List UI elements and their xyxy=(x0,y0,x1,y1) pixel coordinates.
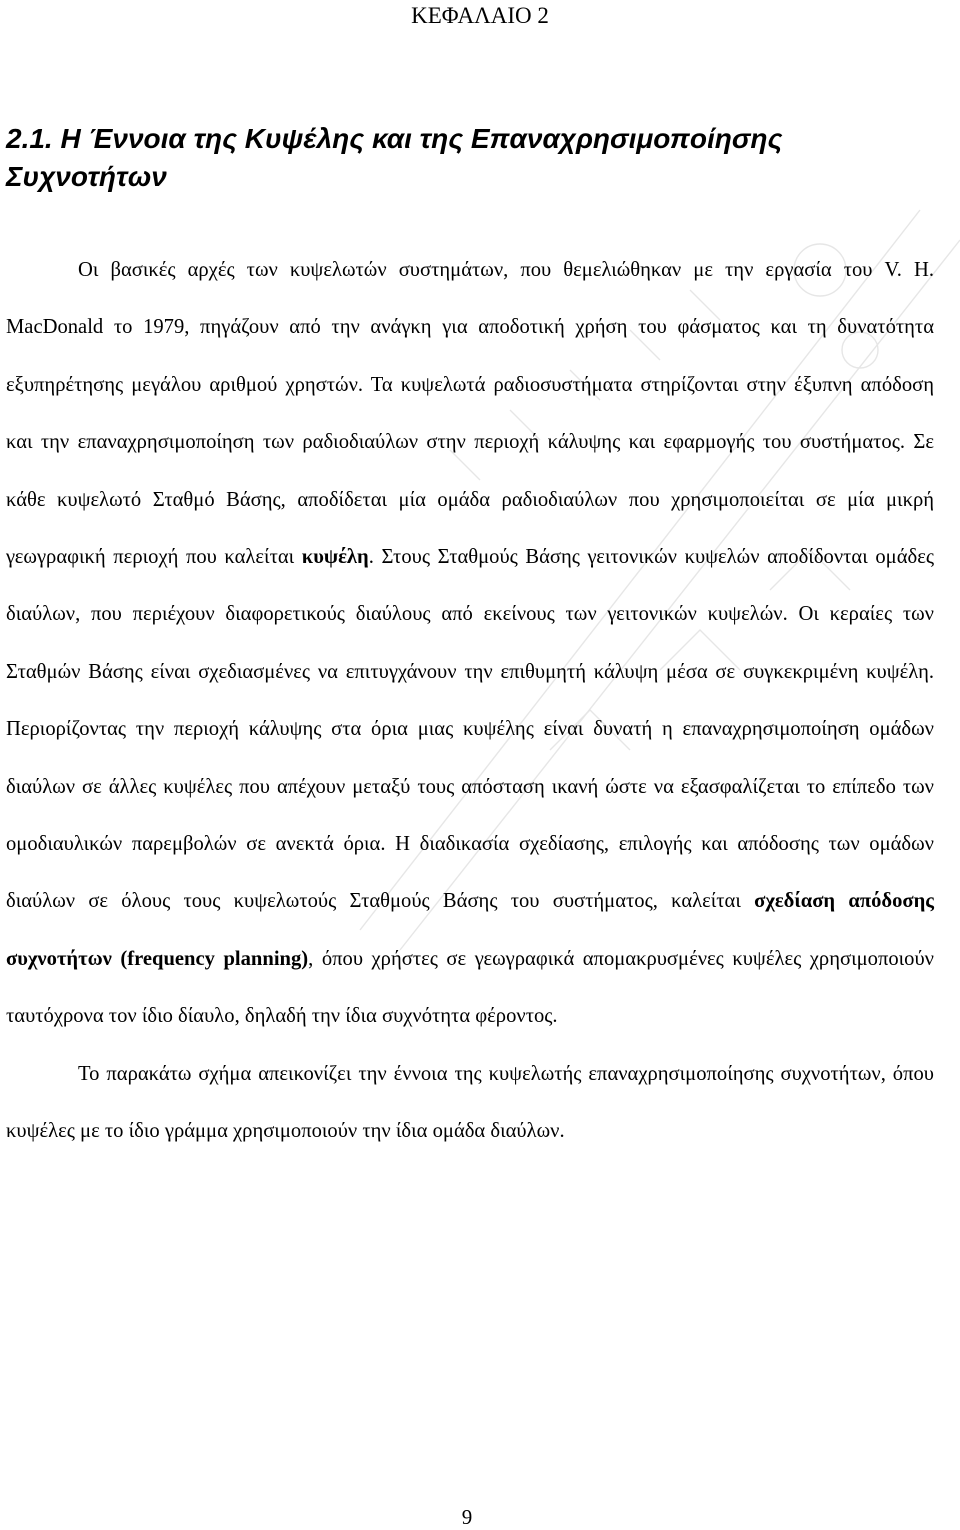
body-text xyxy=(6,242,934,1161)
term-cell: κυψέλη xyxy=(301,546,369,569)
paragraph-text: Οι βασικές αρχές των κυψελωτών συστημάτων, που θεμελιώθηκαν με την εργασία του V. H. MacDonald το 1979, πηγάζουν από την ανάγκη για αποδοτική χρήση του φάσματος και τη δυνατότητα εξυπηρέτησης μεγάλου αριθμού χρηστών. Τα κυψελωτά ραδιοσυστήματα στηρίζονται στην έξυπνη απόδοση και την επαναχρησιμοποίηση των ραδιοδιαύλων στην περιοχή κάλυψης και εφαρμογής του συστήματος. Σε κάθε κυψελωτό Σταθμό Βάσης, αποδίδεται μία ομάδα ραδιοδιαύλων που χρησιμοποιείται σε μία μικρή γεωγραφική περιοχή που καλείται xyxy=(6,259,934,569)
paragraph-text: , όπου χρήστες σε γεωγραφικά απομακρυσμένες κυψέλες χρησιμοποιούν ταυτόχρονα τον ίδιο δίαυλο, δηλαδή την ίδια συχνότητα φέροντος. xyxy=(6,947,934,1028)
paragraph-text: . Στους Σταθμούς Βάσης γειτονικών κυψελών αποδίδονται ομάδες διαύλων, που περιέχουν διαφορετικούς διαύλους από εκείνους των γειτονικών κυψελών. Οι κεραίες των Σταθμών Βάσης είναι σχεδιασμένες να επιτυγχάνουν την επιθυμητή κάλυψη μέσα σε συγκεκριμένη κυψέλη. Περιορίζοντας την περιοχή κάλυψης στα όρια μιας κυψέλης είναι δυνατή η επαναχρησιμοποίηση ομάδων διαύλων σε άλλες κυψέλες που απέχουν μεταξύ τους απόσταση ικανή ώστε να εξασφαλίζεται το επίπεδο των ομοδιαυλικών παρεμβολών σε ανεκτά όρια. Η διαδικασία σχεδίασης, επιλογής και απόδοσης των ομάδων διαύλων σε όλους τους κυψελωτούς Σταθμούς Βάσης του συστήματος, καλείται xyxy=(6,546,934,913)
paragraph-cell-concept xyxy=(6,242,934,1046)
paragraph-figure-intro: Το παρακάτω σχήμα απεικονίζει την έννοια της κυψελωτής επαναχρησιμοποίησης συχνοτήτων, όπου κυψέλες με το ίδιο γράμμα χρησιμοποιούν την ίδια ομάδα διαύλων. xyxy=(6,1062,934,1143)
section-heading: 2.1. Η Έννοια της Κυψέλης και της Επαναχρησιμοποίησης Συχνοτήτων xyxy=(6,123,783,192)
page-number: 9 xyxy=(461,1505,473,1529)
chapter-title: ΚΕΦΑΛΑΙΟ 2 xyxy=(411,3,549,28)
term-frequency-planning: σχεδίαση απόδοσης συχνοτήτων (frequency planning) xyxy=(6,890,934,970)
